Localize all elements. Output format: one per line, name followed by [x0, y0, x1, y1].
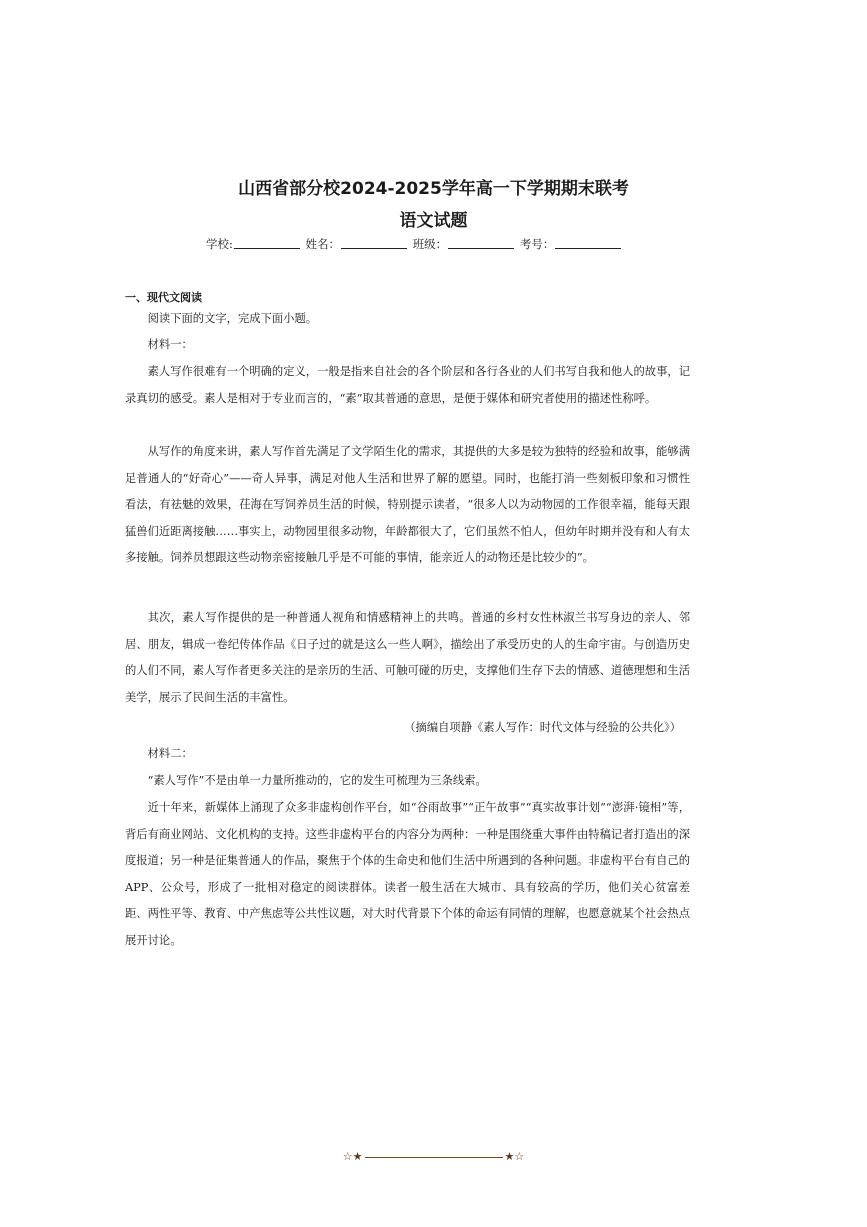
exam-number-label: 考号： [519, 237, 555, 251]
material1-paragraph: 素人写作很难有一个明确的定义，一般是指来自社会的各个阶层和各行各业的人们书写自我和他人的故事，记录真切的感受。素人是相对于专业而言的，“素”取其普通的意思，是便于媒体和研究者使用的描述性称呼。 [125, 365, 690, 405]
material1-source: （摘编自项静《素人写作：时代文体与经验的公共化》） [404, 721, 681, 734]
school-blank[interactable] [234, 237, 300, 249]
material2-paragraph: 近十年来，新媒体上涌现了众多非虚构创作平台，如“谷雨故事”“正午故事”“真实故事计划”“澎湃·镜相”等，背后有商业网站、文化机构的支持。这些非虚构平台的内容分为两种：一种是围绕重大事件由特稿记者打造出的深度报道；另一种是征集普通人的作品，聚焦于个体的生命史和他们生活中所遇到的各种问题。非虚构平台有自己的APP、公众号，形成了一批相对稳定的阅读群体。读者一般生活在大城市、具有较高的学历，他们关心贫富差距、两性平等、教育、中产焦虑等公共性议题，对大时代背景下个体的命运有同情的理解，也愿意就某个社会热点展开讨论。 [125, 801, 690, 947]
footer-stars-left: ☆★ [342, 1150, 363, 1163]
footer-stars-right: ★☆ [504, 1150, 525, 1163]
material2-label: 材料二： [147, 747, 193, 760]
material1-paragraph: 其次，素人写作提供的是一种普通人视角和情感精神上的共鸣。普通的乡村女性林淑兰书写身边的亲人、邻居、朋友，辑成一卷纪传体作品《日子过的就是这么一些人啊》，描绘出了承受历史的人的生命宇宙。与创造历史的人们不同，素人写作者更多关注的是亲历的生活、可触可碰的历史，支撑他们生存下去的情感、道德理想和生活美学，展示了民间生活的丰富性。 [125, 611, 690, 704]
exam-subtitle: 语文试题 [399, 211, 468, 231]
school-label: 学校: [206, 237, 233, 251]
section-title: 一、现代文阅读 [125, 291, 202, 304]
class-blank[interactable] [448, 237, 514, 249]
page-footer-ornament [0, 1150, 867, 1163]
exam-number-blank[interactable] [555, 237, 621, 249]
material2-paragraph: “素人写作”不是由单一力量所推动的，它的发生可梳理为三条线索。 [147, 774, 487, 787]
class-label: 班级： [412, 237, 448, 251]
student-info-fields [206, 236, 623, 252]
name-blank[interactable] [341, 237, 407, 249]
material1-label: 材料一： [147, 338, 193, 351]
instruction-text: 阅读下面的文字，完成下面小题。 [147, 312, 318, 325]
exam-title: 山西省部分校2024-2025学年高一下学期期末联考 [238, 179, 629, 199]
material1-paragraph: 从写作的角度来讲，素人写作首先满足了文学陌生化的需求，其提供的大多是较为独特的经验和故事，能够满足普通人的“好奇心”——奇人异事，满足对他人生活和世界了解的愿望。同时，也能打消一些刻板印象和习惯性看法，有祛魅的效果，茌海在写饲养员生活的时候，特别提示读者，“很多人以为动物园的工作很幸福，能每天跟猛兽们近距离接触……事实上，动物园里很多动物，年龄都很大了，它们虽然不怕人，但幼年时期并没有和人有太多接触。饲养员想跟这些动物亲密接触几乎是不可能的事情，能亲近人的动物还是比较少的”。 [125, 445, 690, 565]
footer-divider [365, 1157, 503, 1158]
name-label: 姓名： [305, 237, 341, 251]
